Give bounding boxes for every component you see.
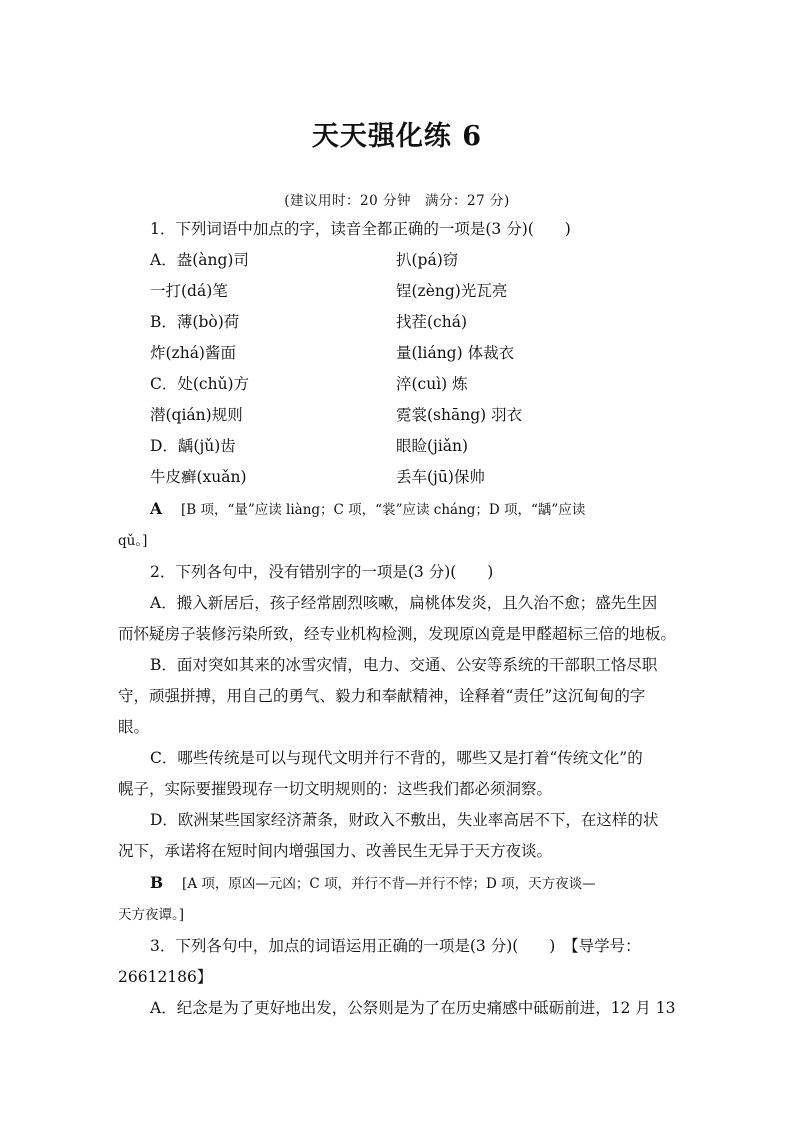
q1-option-right: 眼睑(jiǎn) [396, 437, 469, 455]
q2-option-b-cont: 守，顽强拼搏，用自己的勇气、毅力和奉献精神，诠释着“责任”这沉甸甸的字 [118, 687, 646, 705]
q2-stem: 2．下列各句中，没有错别字的一项是(3 分)( ) [150, 563, 494, 581]
q2-option-d: D．欧洲某些国家经济萧条，财政入不敷出，失业率高居不下，在这样的状 [150, 811, 659, 829]
q1-option-left: A．盎(àng)司 [150, 251, 249, 269]
q2-answer [150, 872, 596, 895]
q1-option-right: 扒(pá)窃 [396, 251, 459, 269]
q2-option-d-cont: 况下，承诺将在短时间内增强国力、改善民生无异于天方夜谈。 [118, 842, 553, 860]
q1-option-right: 霓裳(shāng) 羽衣 [396, 406, 523, 424]
q2-answer-text: [A 项，原凶—元凶；C 项，并行不背—并行不悖；D 项，天方夜谈— [182, 876, 596, 892]
q1-answer-text: [B 项，“量”应读 liàng；C 项，“裳”应读 cháng；D 项，“龋”应读 [180, 502, 586, 518]
q2-option-c: C．哪些传统是可以与现代文明并行不背的，哪些又是打着“传统文化”的 [150, 749, 643, 767]
q1-option-left: 一打(dá)笔 [150, 282, 228, 300]
q3-stem: 3．下列各句中，加点的词语运用正确的一项是(3 分)( ) 【导学号： [150, 937, 641, 955]
q2-option-c-cont: 幌子，实际要摧毁现存一切文明规则的：这些我们都必须洞察。 [118, 780, 553, 798]
q1-option-right: 找茬(chá) [396, 313, 467, 331]
q2-answer-letter: B [150, 873, 164, 892]
q2-answer-text-cont: 天方夜谭。] [118, 907, 185, 923]
q1-stem: 1．下列词语中加点的字，读音全都正确的一项是(3 分)( ) [150, 220, 571, 238]
q2-option-a: A．搬入新居后，孩子经常剧烈咳嗽，扁桃体发炎，且久治不愈；盛先生因 [150, 594, 658, 612]
q3-option-a: A．纪念是为了更好地出发，公祭则是为了在历史痛感中砥砺前进，12 月 13 [150, 999, 676, 1017]
q1-option-left: B．薄(bò)荷 [150, 313, 240, 331]
q1-option-right: 量(liáng) 体裁衣 [396, 344, 515, 362]
q1-option-left: D．龋(jǔ)齿 [150, 437, 236, 455]
q1-option-left: 潜(qián)规则 [150, 406, 243, 424]
q1-option-left: 牛皮癣(xuǎn) [150, 468, 247, 486]
q1-option-left: 炸(zhá)酱面 [150, 344, 236, 362]
q1-option-left: C．处(chǔ)方 [150, 375, 250, 393]
q3-stem-cont: 26612186】 [118, 968, 213, 986]
q1-option-right: 丢车(jū)保帅 [396, 468, 485, 486]
q1-option-right: 淬(cuì) 炼 [396, 375, 468, 393]
q1-answer-text-cont: qǔ。] [118, 533, 148, 549]
q1-answer [150, 498, 585, 521]
q2-option-b-cont: 眼。 [118, 718, 150, 736]
page-title: 天天强化练 6 [311, 121, 483, 152]
q1-answer-letter: A [150, 499, 163, 518]
q2-option-a-cont: 而怀疑房子装修污染所致，经专业机构检测，发现原凶竟是甲醛超标三倍的地板。 [118, 625, 677, 643]
q2-option-b: B．面对突如其来的冰雪灾情，电力、交通、公安等系统的干部职工恪尽职 [150, 656, 658, 674]
page-subtitle: (建议用时：20 分钟 满分：27 分) [284, 193, 510, 209]
q1-option-right: 锃(zèng)光瓦亮 [396, 282, 508, 300]
